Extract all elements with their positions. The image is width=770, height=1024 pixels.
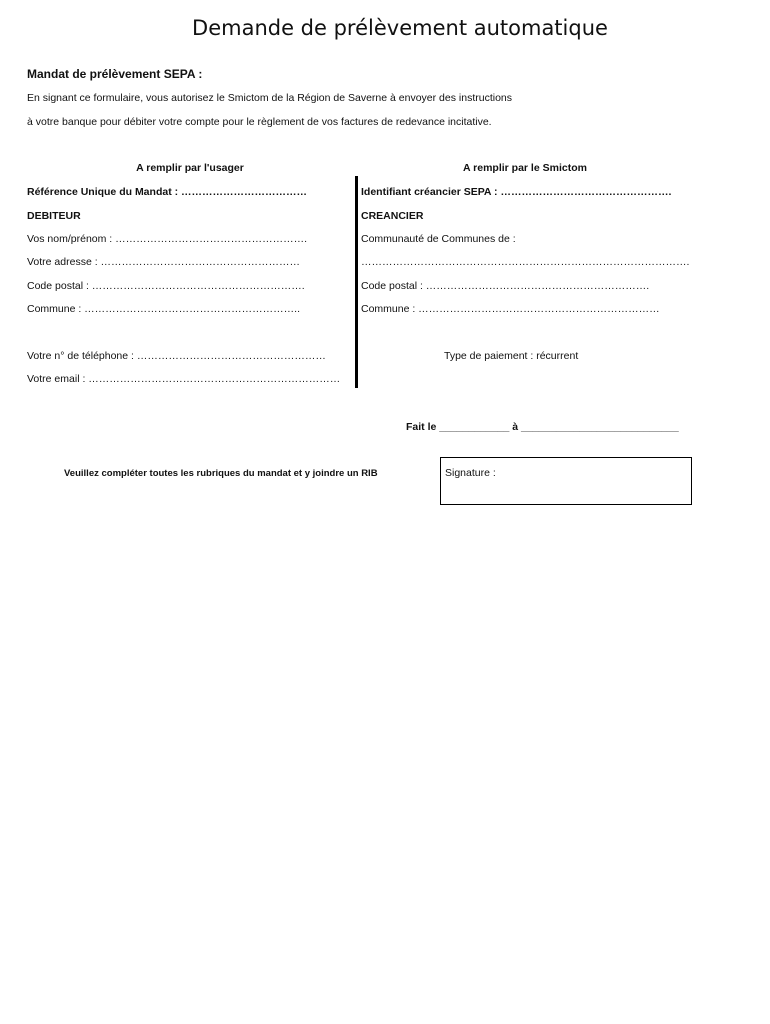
date-place-line[interactable]: Fait le ____________ à ___________________________ (406, 421, 679, 433)
sepa-mandate-heading: Mandat de prélèvement SEPA : (27, 67, 203, 81)
signature-label: Signature : (445, 467, 496, 479)
creditor-commune-field[interactable]: Commune : …………………………………………………………… (361, 303, 660, 315)
community-dots-line[interactable]: …………………………………………………………………………………. (361, 256, 690, 268)
phone-field[interactable]: Votre n° de téléphone : ……………………………………………… (27, 350, 326, 362)
signature-box[interactable] (440, 457, 692, 505)
creditor-id-field[interactable]: Identifiant créancier SEPA : …………………………………………. (361, 186, 672, 198)
address-field[interactable]: Votre adresse : ………………………………………………… (27, 256, 301, 268)
debtor-label: DEBITEUR (27, 210, 81, 222)
page-title: Demande de prélèvement automatique (192, 16, 608, 40)
postal-code-field[interactable]: Code postal : ……………………………………………………. (27, 280, 305, 292)
name-field[interactable]: Vos nom/prénom : ………………………………………………. (27, 233, 308, 245)
community-field[interactable]: Communauté de Communes de : (361, 233, 516, 245)
left-column-header: A remplir par l'usager (136, 162, 244, 174)
commune-field[interactable]: Commune : …………………………………………………….. (27, 303, 301, 315)
column-divider (355, 176, 358, 388)
email-field[interactable]: Votre email : ……………………………………………………………… (27, 373, 341, 385)
intro-line-1: En signant ce formulaire, vous autorisez le Smictom de la Région de Saverne à envoyer des instructions (27, 92, 512, 104)
creditor-postal-code-field[interactable]: Code postal : ………………………………………………………. (361, 280, 650, 292)
payment-type-text: Type de paiement : récurrent (444, 350, 579, 362)
right-column-header: A remplir par le Smictom (463, 162, 587, 174)
instructions-text: Veuillez compléter toutes les rubriques du mandat et y joindre un RIB (64, 468, 378, 479)
intro-line-2: à votre banque pour débiter votre compte pour le règlement de vos factures de redevance incitative. (27, 116, 492, 128)
mandate-reference-field[interactable]: Référence Unique du Mandat : ……………………………… (27, 186, 308, 198)
creditor-label: CREANCIER (361, 210, 424, 222)
